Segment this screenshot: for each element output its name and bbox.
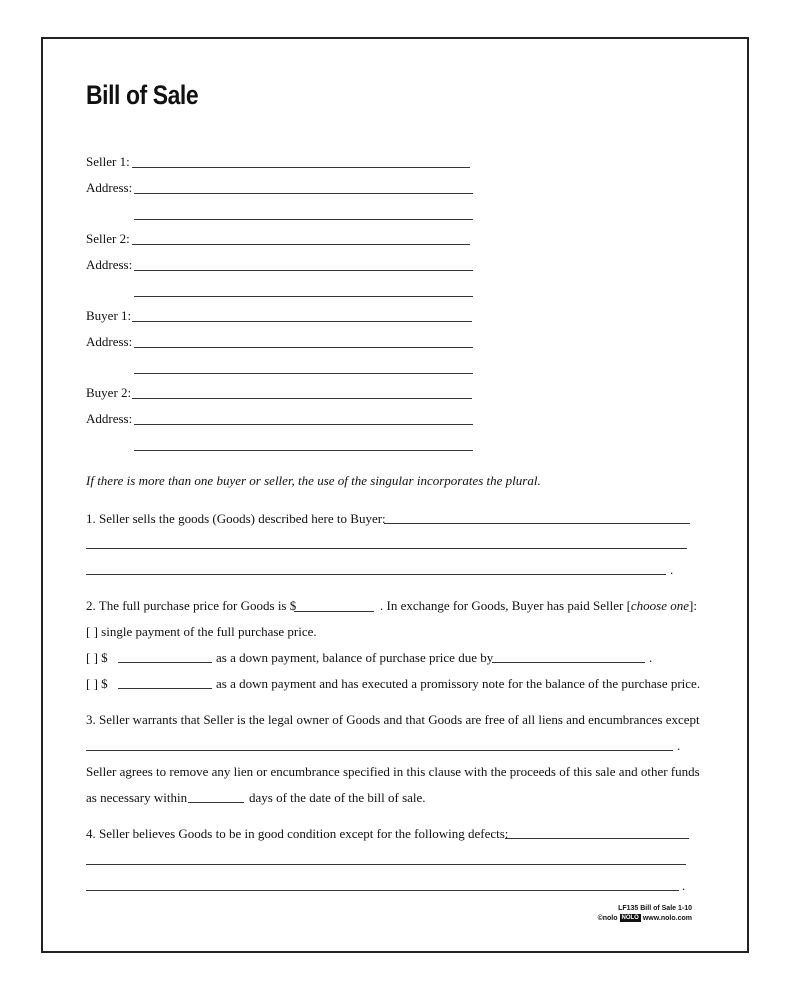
goods-description-field-2[interactable] — [86, 548, 687, 549]
buyer1-address-field[interactable] — [134, 347, 473, 348]
purchase-price-field[interactable] — [294, 611, 374, 612]
option-single-payment[interactable]: [ ] single payment of the full purchase price. — [86, 624, 317, 639]
page-border — [41, 37, 749, 953]
clause1-text: 1. Seller sells the goods (Goods) described here to Buyer: — [86, 511, 386, 526]
clause4-period: . — [682, 878, 686, 893]
clause3-text2: Seller agrees to remove any lien or encumbrance specified in this clause with the proceeds of this sale and other funds — [86, 764, 700, 779]
liens-exceptions-field[interactable] — [86, 750, 673, 751]
nolo-logo: NOLO — [621, 915, 639, 921]
clause2-intro-a: 2. The full purchase price for Goods is $ — [86, 598, 297, 613]
copyright: ©nolo — [597, 914, 618, 922]
seller2-address-field[interactable] — [134, 270, 473, 271]
option-promissory-checkbox[interactable]: [ ] $ — [86, 676, 108, 691]
buyer2-address-label: Address: — [86, 411, 133, 426]
seller2-address-label: Address: — [86, 257, 133, 272]
buyer2-label: Buyer 2: — [86, 385, 132, 400]
buyer1-address-label: Address: — [86, 334, 133, 349]
clause4-text: 4. Seller believes Goods to be in good condition except for the following defects: — [86, 826, 509, 841]
clause3-text: 3. Seller warrants that Seller is the legal owner of Goods and that Goods are free of all liens and encumbrances except — [86, 712, 700, 727]
seller1-address-field-2[interactable] — [134, 219, 473, 220]
buyer1-field[interactable] — [132, 321, 472, 322]
option-down-payment-checkbox[interactable]: [ ] $ — [86, 650, 108, 665]
balance-due-date-field[interactable] — [492, 662, 645, 663]
buyer1-address-field-2[interactable] — [134, 373, 473, 374]
buyer1-label: Buyer 1: — [86, 308, 132, 323]
clause3-period: . — [677, 738, 681, 753]
document-title: Bill of Sale — [86, 80, 199, 110]
seller1-field[interactable] — [132, 167, 470, 168]
footer-brand — [598, 914, 692, 922]
buyer2-address-field[interactable] — [134, 424, 473, 425]
down-payment-amount-field[interactable] — [118, 662, 212, 663]
option-down-payment-text: as a down payment, balance of purchase price due by — [216, 650, 494, 665]
goods-description-field-3[interactable] — [86, 574, 666, 575]
plural-note: If there is more than one buyer or seller, the use of the singular incorporates the plural. — [86, 473, 541, 488]
defects-field[interactable] — [505, 838, 689, 839]
option-promissory-text: as a down payment and has executed a promissory note for the balance of the purchase price. — [216, 676, 701, 691]
lien-removal-days-field[interactable] — [188, 802, 244, 803]
website-link[interactable]: www.nolo.com — [642, 914, 692, 922]
promissory-down-payment-field[interactable] — [118, 688, 212, 689]
seller1-address-field[interactable] — [134, 193, 473, 194]
seller2-label: Seller 2: — [86, 231, 130, 246]
clause3-text3b: days of the date of the bill of sale. — [249, 790, 426, 805]
seller2-address-field-2[interactable] — [134, 296, 473, 297]
seller1-label: Seller 1: — [86, 154, 130, 169]
goods-description-field[interactable] — [384, 523, 690, 524]
defects-field-2[interactable] — [86, 864, 686, 865]
seller2-field[interactable] — [132, 244, 470, 245]
defects-field-3[interactable] — [86, 890, 679, 891]
seller1-address-label: Address: — [86, 180, 133, 195]
buyer2-field[interactable] — [132, 398, 472, 399]
clause2-intro-line: . In exchange for Goods, Buyer has paid Seller [choose one]: — [380, 598, 697, 613]
option-down-payment-period: . — [649, 650, 653, 665]
buyer2-address-field-2[interactable] — [134, 450, 473, 451]
form-id: LF135 Bill of Sale 1-10 — [618, 905, 692, 912]
clause1-period: . — [670, 562, 674, 577]
clause3-text3a: as necessary within — [86, 790, 188, 805]
